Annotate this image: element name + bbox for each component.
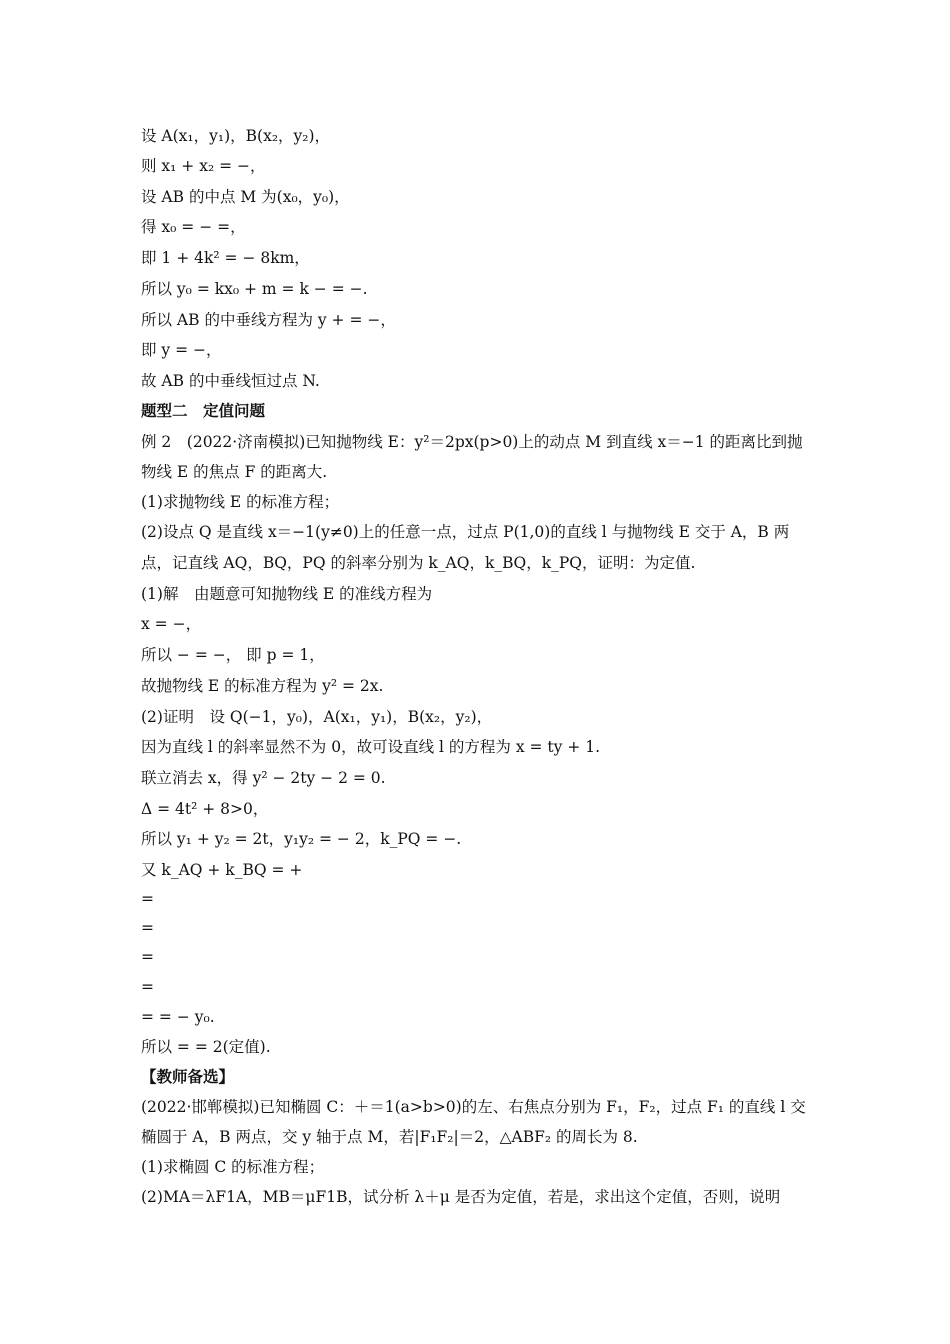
text-line: 设 AB 的中点 M 为(x₀，y₀)， bbox=[141, 188, 350, 206]
equation-line: = = − y₀. bbox=[141, 1008, 215, 1026]
text-line: 椭圆于 A，B 两点，交 y 轴于点 M，若|F₁F₂|＝2，△ABF₂ 的周长为 8. bbox=[141, 1128, 638, 1146]
text-line: 即 1 + 4k² = − 8km， bbox=[141, 249, 310, 267]
text-line: 点，记直线 AQ，BQ，PQ 的斜率分别为 k_AQ，k_BQ，k_PQ，证明：为定值. bbox=[141, 554, 696, 572]
text-line: 则 x₁ + x₂ = −， bbox=[141, 157, 266, 175]
text-line: 所以 AB 的中垂线方程为 y + = −， bbox=[141, 311, 396, 329]
text-line: x = −， bbox=[141, 615, 202, 633]
section-heading: 题型二 定值问题 bbox=[141, 401, 266, 420]
proof-line: (2)证明 设 Q(−1，y₀)，A(x₁，y₁)，B(x₂，y₂)， bbox=[141, 708, 493, 726]
text-line: (1)求椭圆 C 的标准方程； bbox=[141, 1158, 325, 1176]
text-line: 故抛物线 E 的标准方程为 y² = 2x. bbox=[141, 677, 384, 695]
text-line: (1)求抛物线 E 的标准方程； bbox=[141, 493, 340, 511]
text-line: (2)MA＝λF1A，MB＝μF1B，试分析 λ＋μ 是否为定值，若是，求出这个定值，否则，说明 bbox=[141, 1188, 781, 1206]
text-line: 所以 y₀ = kx₀ + m = k − = −. bbox=[141, 280, 368, 298]
text-line: (2)设点 Q 是直线 x＝−1(y≠0)上的任意一点，过点 P(1,0)的直线 l 与抛物线 E 交于 A，B 两 bbox=[141, 523, 790, 541]
text-line: (2022·邯郸模拟)已知椭圆 C：＋＝1(a>b>0)的左、右焦点分别为 F₁，F₂，过点 F₁ 的直线 l 交 bbox=[141, 1098, 806, 1116]
equation-line: = bbox=[141, 978, 154, 996]
solution-line: (1)解 由题意可知抛物线 E 的准线方程为 bbox=[141, 585, 433, 603]
equation-line: = bbox=[141, 919, 154, 937]
text-line: 设 A(x₁，y₁)，B(x₂，y₂)， bbox=[141, 127, 331, 145]
teacher-notes-heading: 【教师备选】 bbox=[141, 1067, 235, 1086]
text-line: 所以 y₁ + y₂ = 2t，y₁y₂ = − 2，k_PQ = −. bbox=[141, 830, 462, 848]
text-line: 即 y = −， bbox=[141, 341, 222, 359]
text-line: Δ = 4t² + 8>0， bbox=[141, 800, 269, 818]
text-line: 故 AB 的中垂线恒过点 N. bbox=[141, 372, 320, 390]
equation-line: = bbox=[141, 890, 154, 908]
equation-line: = bbox=[141, 948, 154, 966]
text-line: 物线 E 的焦点 F 的距离大. bbox=[141, 463, 328, 481]
example-line: 例 2 (2022·济南模拟)已知抛物线 E：y²＝2px(p>0)上的动点 M 到直线 x＝−1 的距离比到抛 bbox=[141, 433, 803, 451]
text-line: 所以 = = 2(定值). bbox=[141, 1038, 271, 1056]
text-line: 得 x₀ = − =， bbox=[141, 218, 246, 236]
text-line: 因为直线 l 的斜率显然不为 0，故可设直线 l 的方程为 x = ty + 1. bbox=[141, 738, 601, 756]
text-line: 又 k_AQ + k_BQ = + bbox=[141, 861, 303, 879]
text-line: 所以 − = −， 即 p = 1， bbox=[141, 646, 325, 664]
text-line: 联立消去 x，得 y² − 2ty − 2 = 0. bbox=[141, 769, 386, 787]
